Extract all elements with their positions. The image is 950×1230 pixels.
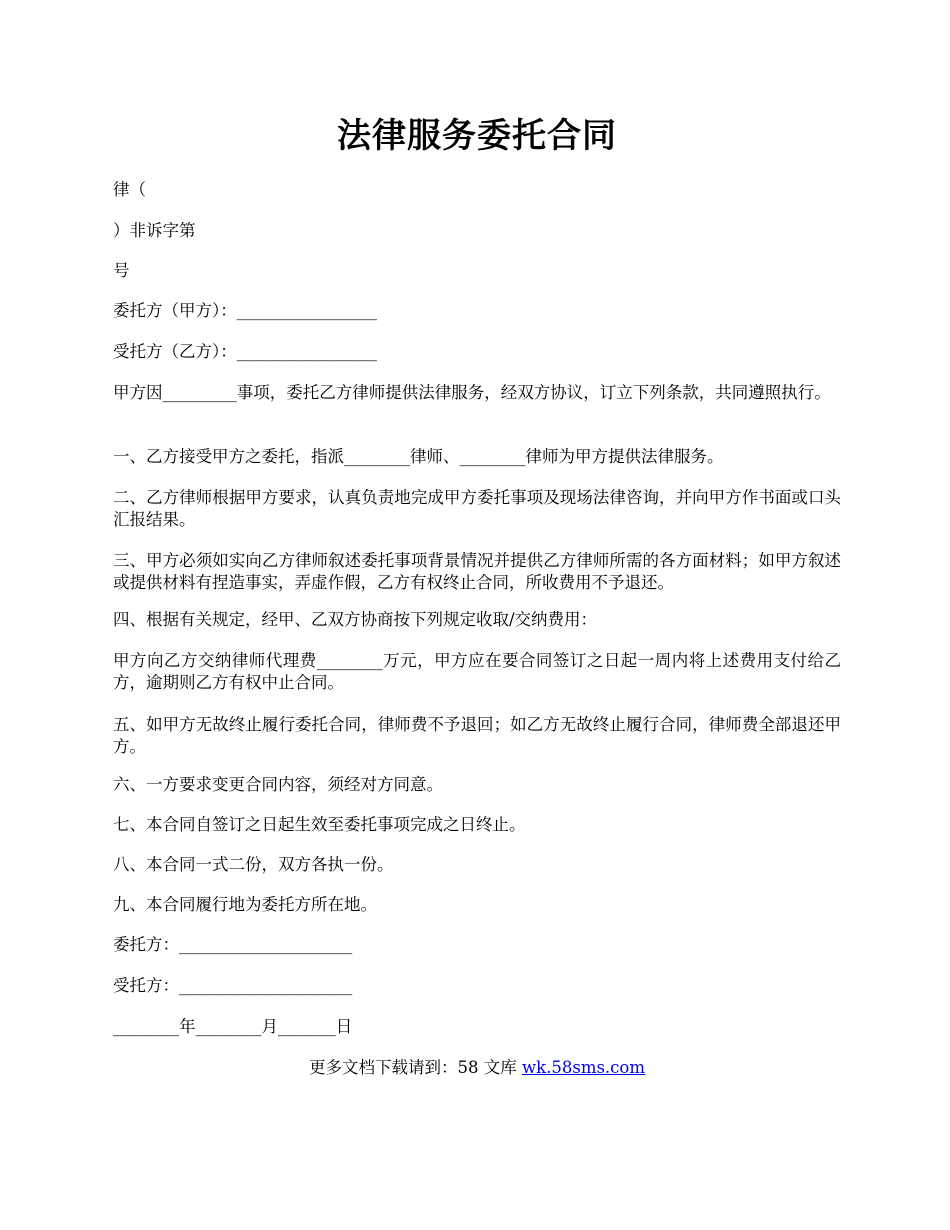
footer — [113, 1057, 841, 1079]
paragraph-clause-1: 一、乙方接受甲方之委托，指派________律师、________律师为甲方提供法律服务。 — [113, 447, 724, 466]
paragraph-header-line-2: ）非诉字第 — [113, 221, 196, 240]
paragraph-clause-3: 三、甲方必须如实向乙方律师叙述委托事项背景情况并提供乙方律师所需的各方面材料；如甲方叙述或提供材料有捏造事实，弄虚作假，乙方有权终止合同，所收费用不予退还。 — [113, 551, 841, 592]
paragraph-clause-4: 四、根据有关规定，经甲、乙双方协商按下列规定收取/交纳费用： — [113, 610, 598, 629]
paragraph-party-a: 委托方（甲方）：_________________ — [113, 301, 377, 320]
footer-link[interactable]: wk.58sms.com — [521, 1058, 645, 1077]
paragraph-clause-5: 五、如甲方无故终止履行委托合同，律师费不予退回；如乙方无故终止履行合同，律师费全部退还甲方。 — [113, 715, 841, 756]
paragraph-clause-2: 二、乙方律师根据甲方要求，认真负责地完成甲方委托事项及现场法律咨询，并向甲方作书面或口头汇报结果。 — [113, 488, 841, 529]
paragraph-clause-7: 七、本合同自签订之日起生效至委托事项完成之日终止。 — [113, 815, 526, 834]
paragraph-clause-8: 八、本合同一式二份，双方各执一份。 — [113, 855, 394, 874]
footer-prefix: 更多文档下载请到：58 文库 — [308, 1058, 522, 1077]
signature-date: ________年________月_______日 — [113, 1017, 353, 1036]
paragraph-clause-6: 六、一方要求变更合同内容，须经对方同意。 — [113, 775, 443, 794]
document-title: 法律服务委托合同 — [337, 116, 617, 156]
paragraph-header-line-3: 号 — [113, 261, 130, 280]
paragraph-fee: 甲方向乙方交纳律师代理费________万元，甲方应在要合同签订之日起一周内将上述费用支付给乙方，逾期则乙方有权中止合同。 — [113, 651, 841, 692]
paragraph-header-line-1: 律（ — [113, 180, 146, 199]
paragraph-party-b: 受托方（乙方）：_________________ — [113, 342, 377, 361]
paragraph-preamble: 甲方因_________事项，委托乙方律师提供法律服务，经双方协议，订立下列条款，共同遵照执行。 — [113, 383, 831, 402]
paragraph-clause-9: 九、本合同履行地为委托方所在地。 — [113, 895, 377, 914]
signature-party-a: 委托方：_____________________ — [113, 935, 353, 954]
signature-party-b: 受托方：_____________________ — [113, 976, 353, 995]
